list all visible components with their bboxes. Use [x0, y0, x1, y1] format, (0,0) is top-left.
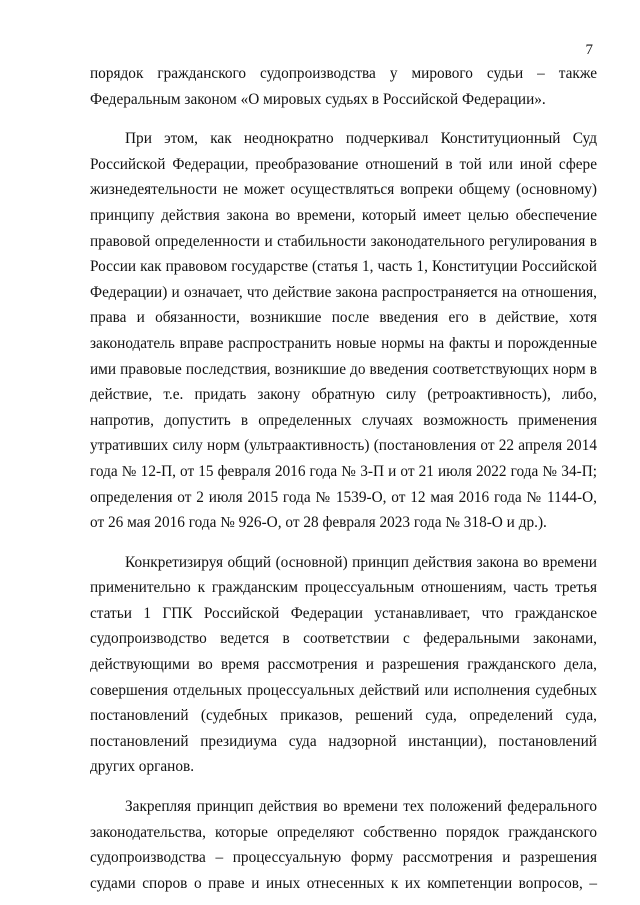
text-line: совершения отдельных процессуальных действий или исполнения судебных: [90, 681, 597, 699]
text-line: Конкретизируя общий (основной) принцип действия закона во времени: [125, 553, 597, 571]
text-line: судопроизводство ведется в соответствии с федеральными законами,: [90, 630, 597, 648]
paragraph-2: [90, 126, 597, 536]
text-line: судами споров о праве и иных отнесенных к их компетенции вопросов, –: [90, 874, 597, 892]
text-line: от 26 мая 2016 года № 926-О, от 28 февраля 2023 года № 318-О и др.).: [90, 514, 547, 532]
text-line: действие, т.е. придать закону обратную силу (ретроактивность), либо,: [90, 386, 597, 404]
text-line: постановлений президиума суда надзорной инстанции), постановлений: [90, 732, 597, 750]
text-line: напротив, допустить в определенных случаях возможность применения: [90, 411, 597, 429]
text-line: ими правовые последствия, возникшие до введения соответствующих норм в: [90, 360, 597, 378]
text-line: года № 12-П, от 15 февраля 2016 года № 3-П и от 21 июля 2022 года № 34-П;: [90, 462, 597, 480]
text-line: Российской Федерации, преобразование отношений в той или иной сфере: [90, 155, 597, 173]
text-line: законодатель вправе распространить новые нормы на факты и порожденные: [90, 334, 597, 352]
text-line: судопроизводства – процессуальную форму рассмотрения и разрешения: [90, 849, 597, 867]
text-line: определения от 2 июля 2015 года № 1539-О, от 12 мая 2016 года № 1144-О,: [90, 488, 597, 506]
text-line: принципу действия закона во времени, который имеет целью обеспечение: [90, 206, 597, 224]
text-line: Федеральным законом «О мировых судьях в Российской Федерации».: [90, 90, 546, 108]
text-line: действующими во время рассмотрения и разрешения гражданского дела,: [90, 656, 597, 674]
page-number: 7: [585, 42, 593, 58]
text-line: применительно к гражданским процессуальным отношениям, часть третья: [90, 579, 597, 597]
text-line: порядок гражданского судопроизводства у мирового судьи – также: [90, 65, 597, 82]
text-line: России как правовом государстве (статья 1, часть 1, Конституции Российской: [90, 258, 597, 276]
paragraph-1: [90, 61, 597, 112]
text-line: Федерации) и означает, что действие закона распространяется на отношения,: [90, 283, 597, 301]
text-line: утративших силу норм (ультраактивность) (постановления от 22 апреля 2014: [90, 437, 597, 455]
document-body: [90, 61, 597, 896]
text-line: постановлений (судебных приказов, решений суда, определений суда,: [90, 707, 597, 725]
text-line: жизнедеятельности не может осуществляться вопреки общему (основному): [90, 181, 597, 199]
text-line: статьи 1 ГПК Российской Федерации устанавливает, что гражданское: [90, 604, 597, 622]
text-line: Закрепляя принцип действия во времени тех положений федерального: [125, 798, 597, 816]
text-line: правовой определенности и стабильности законодательного регулирования в: [90, 232, 597, 250]
paragraph-3: [90, 550, 597, 780]
text-line: законодательства, которые определяют собственно порядок гражданского: [90, 823, 597, 841]
text-line: других органов.: [90, 758, 195, 776]
paragraph-4: [90, 794, 597, 896]
text-line: При этом, как неоднократно подчеркивал Конституционный Суд: [125, 130, 597, 148]
text-line: права и обязанности, возникшие после введения его в действие, хотя: [90, 309, 597, 327]
